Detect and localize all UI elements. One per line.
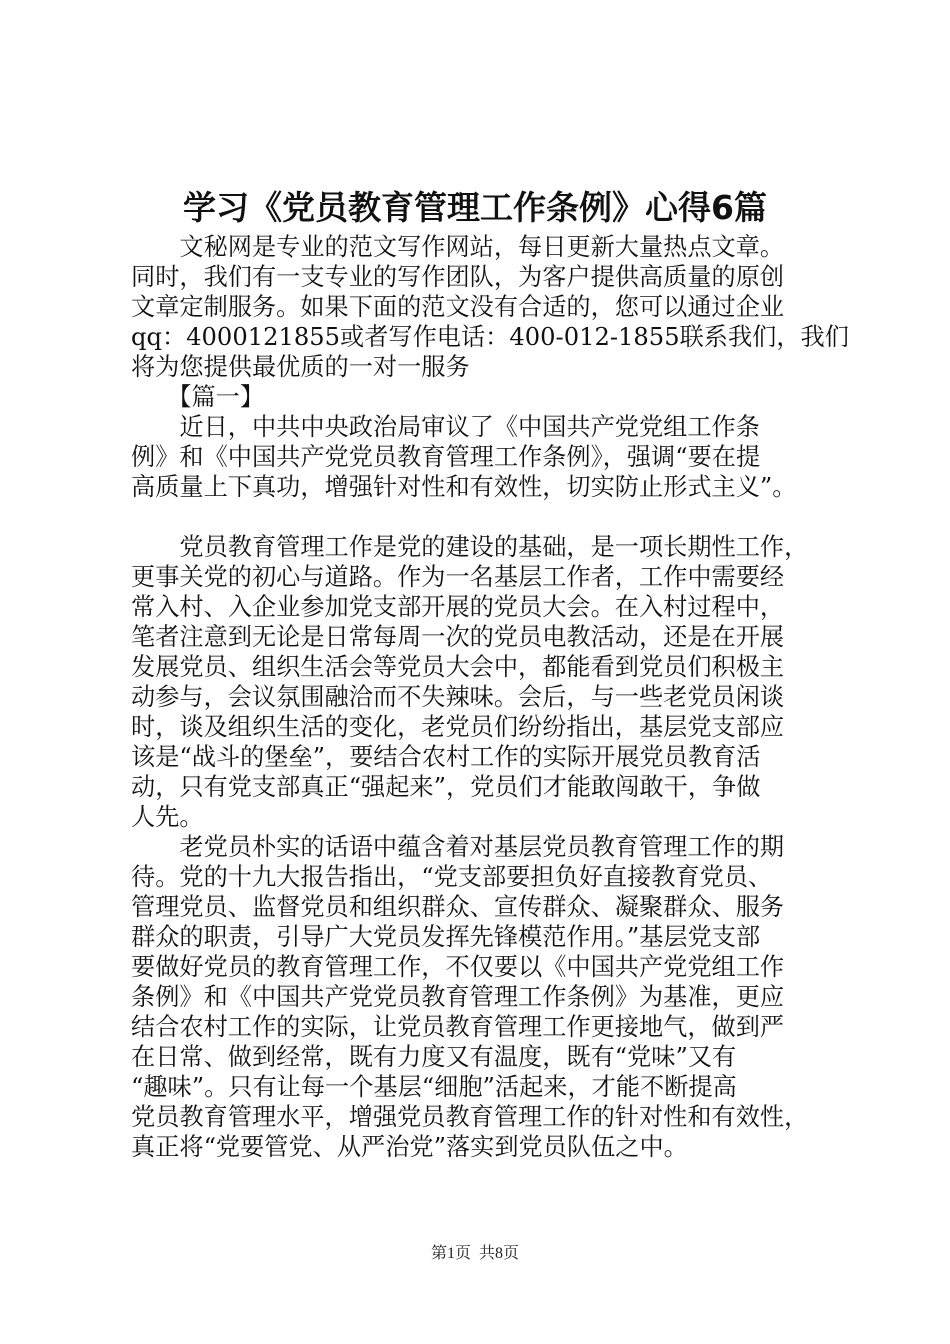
paragraph-line: 群众的职责，引导广大党员发挥先锋模范作用。”基层党支部 [131,923,761,951]
section-label: 【篇一】 [131,383,265,411]
paragraph-2 [131,532,836,832]
paragraph-line: 在日常、做到经常，既有力度又有温度，既有“党味”又有 [131,1043,737,1071]
intro-line: 文章定制服务。如果下面的范文没有合适的，您可以通过企业 [131,293,785,321]
paragraph-line: 动参与，会议氛围融洽而不失辣味。会后，与一些老党员闲谈 [131,683,785,711]
paragraph-line: 党员教育管理工作是党的建设的基础，是一项长期性工作， [131,533,809,561]
paragraph-1 [131,412,836,502]
paragraph-line: 发展党员、组织生活会等党员大会中，都能看到党员们积极主 [131,653,785,681]
paragraph-line: 高质量上下真功，增强针对性和有效性，切实防止形式主义”。 [131,473,797,501]
paragraph-3 [131,832,836,1162]
paragraph-line: 例》和《中国共产党党员教育管理工作条例》，强调“要在提 [131,443,761,471]
paragraph-line: 管理党员、监督党员和组织群众、宣传群众、凝聚群众、服务 [131,893,785,921]
intro-line: 将为您提供最优质的一对一服务 [131,353,470,381]
intro-paragraph [131,232,849,382]
paragraph-line: 结合农村工作的实际，让党员教育管理工作更接地气，做到严 [131,1013,785,1041]
paragraph-line: 条例》和《中国共产党党员教育管理工作条例》为基准，更应 [131,983,785,1011]
paragraph-line: 动，只有党支部真正“强起来”，党员们才能敢闯敢干，争做 [131,773,761,801]
document-title: 学习《党员教育管理工作条例》心得6篇 [183,188,767,227]
intro-line: 同时，我们有一支专业的写作团队，为客户提供高质量的原创 [131,263,785,291]
paragraph-line: 党员教育管理水平，增强党员教育管理工作的针对性和有效性， [131,1103,809,1131]
paragraph-line: 更事关党的初心与道路。作为一名基层工作者，工作中需要经 [131,563,785,591]
paragraph-line: 该是“战斗的堡垒”，要结合农村工作的实际开展党员教育活 [131,743,761,771]
paragraph-line: 老党员朴实的话语中蕴含着对基层党员教育管理工作的期 [131,833,785,861]
page-number: 第1页 [430,1245,471,1262]
intro-line: 文秘网是专业的范文写作网站，每日更新大量热点文章。 [131,233,785,261]
paragraph-line: 常入村、入企业参加党支部开展的党员大会。在入村过程中， [131,593,785,621]
paragraph-line: “趣味”。只有让每一个基层“细胞”活起来，才能不断提高 [131,1073,737,1101]
paragraph-line: 时，谈及组织生活的变化，老党员们纷纷指出，基层党支部应 [131,713,785,741]
paragraph-line: 要做好党员的教育管理工作，不仅要以《中国共产党党组工作 [131,953,785,981]
intro-line: qq：4000121855或者写作电话：400-012-1855联系我们，我们 [131,323,849,351]
page-footer [0,1242,950,1266]
paragraph-line: 待。党的十九大报告指出，“党支部要担负好直接教育党员、 [131,863,773,891]
paragraph-line: 人先。 [131,803,204,831]
document-body [131,232,849,1162]
paragraph-line: 真正将“党要管党、从严治党”落实到党员队伍之中。 [131,1133,688,1161]
paragraph-gap [131,502,836,532]
paragraph-line: 近日，中共中央政治局审议了《中国共产党党组工作条 [131,413,760,441]
page-total: 共8页 [479,1245,520,1262]
paragraph-line: 笔者注意到无论是日常每周一次的党员电教活动，还是在开展 [131,623,785,651]
